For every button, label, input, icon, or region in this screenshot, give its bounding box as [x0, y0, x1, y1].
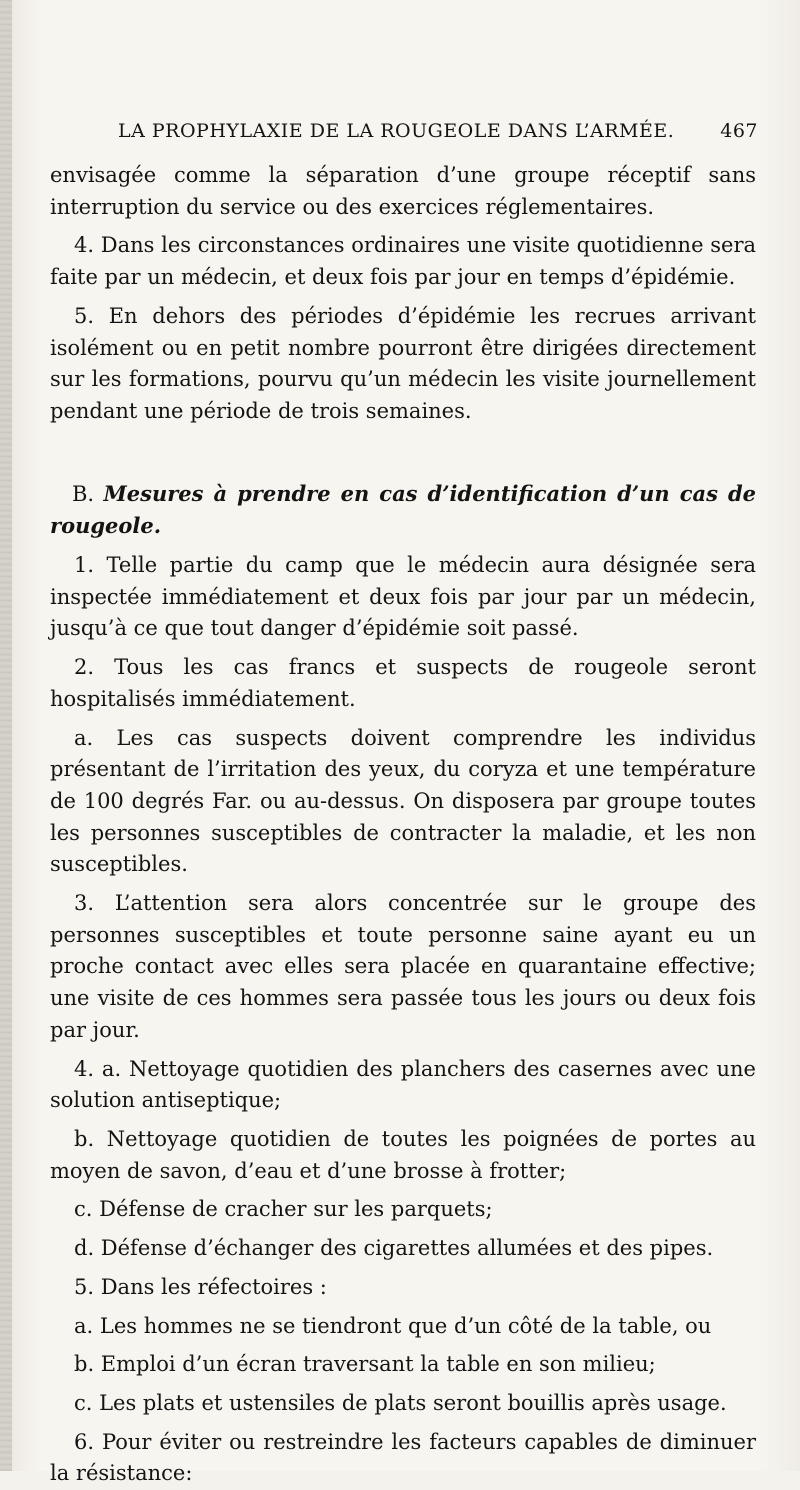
paragraph-b-item-1: 1. Telle partie du camp que le médecin aura désignée sera inspectée immédiatement et deux fois par jour par un médecin, jusqu’à ce que tout danger d’épidémie soit passé. — [50, 553, 756, 641]
running-header — [118, 120, 758, 150]
page-number: 467 — [720, 120, 758, 142]
paragraph-b-item-5b: b. Emploi d’un écran traversant la table en son milieu; — [74, 1352, 656, 1377]
paragraph-b-item-3: 3. L’attention sera alors concentrée sur le groupe des personnes susceptibles et toute personne saine ayant eu un proche contact avec elles sera placée en quarantaine effective; une visite de ces hommes sera passée tous les jours ou deux fois par jour. — [50, 891, 756, 1042]
section-heading — [50, 478, 756, 543]
body-text — [50, 160, 756, 1490]
paragraph-item-5: 5. En dehors des périodes d’épidémie les recrues arrivant isolément ou en petit nombre pourront être dirigées directement sur les formations, pourvu qu’un médecin les visite journellement pendant une période de trois semaines. — [50, 303, 756, 423]
header-title: LA PROPHYLAXIE DE LA ROUGEOLE DANS L’ARMÉE. — [118, 120, 675, 142]
paragraph-b-item-2a: a. Les cas suspects doivent comprendre les individus présentant de l’irritation des yeux, du coryza et une température de 100 degrés Far. ou au-dessus. On disposera par groupe toutes les personnes susceptibles de contracter la maladie, et les non susceptibles. — [50, 725, 756, 877]
section-title: Mesures à prendre en cas d’identification d’un cas de rougeole. — [50, 480, 756, 539]
paragraph-b-item-4b: b. Nettoyage quotidien de toutes les poignées de portes au moyen de savon, d’eau et d’une brosse à frotter; — [50, 1126, 756, 1183]
paragraph-b-item-5: 5. Dans les réfectoires : — [74, 1274, 327, 1299]
paragraph-b-item-2: 2. Tous les cas francs et suspects de rougeole seront hospitalisés immédiatement. — [50, 655, 756, 711]
paragraph-b-item-4a: 4. a. Nettoyage quotidien des planchers des casernes avec une solution antiseptique; — [50, 1056, 756, 1113]
paragraph-b-item-5a: a. Les hommes ne se tiendront que d’un côté de la table, ou — [74, 1313, 712, 1338]
paragraph-b-item-4c: c. Défense de cracher sur les parquets; — [74, 1197, 493, 1222]
section-label: B. — [72, 481, 95, 506]
paragraph-b-item-6: 6. Pour éviter ou restreindre les facteurs capables de diminuer la résistance: — [50, 1429, 756, 1486]
page-binding-edge — [0, 0, 12, 1471]
paragraph-item-4: 4. Dans les circonstances ordinaires une visite quotidienne sera faite par un médecin, et deux fois par jour en temps d’épidémie. — [50, 233, 756, 290]
paragraph-continuation: envisagée comme la séparation d’une groupe réceptif sans interruption du service ou des exercices réglementaires. — [50, 163, 756, 219]
paragraph-b-item-5c: c. Les plats et ustensiles de plats seront bouillis après usage. — [74, 1390, 727, 1415]
paragraph-b-item-4d: d. Défense d’échanger des cigarettes allumées et des pipes. — [74, 1236, 714, 1261]
